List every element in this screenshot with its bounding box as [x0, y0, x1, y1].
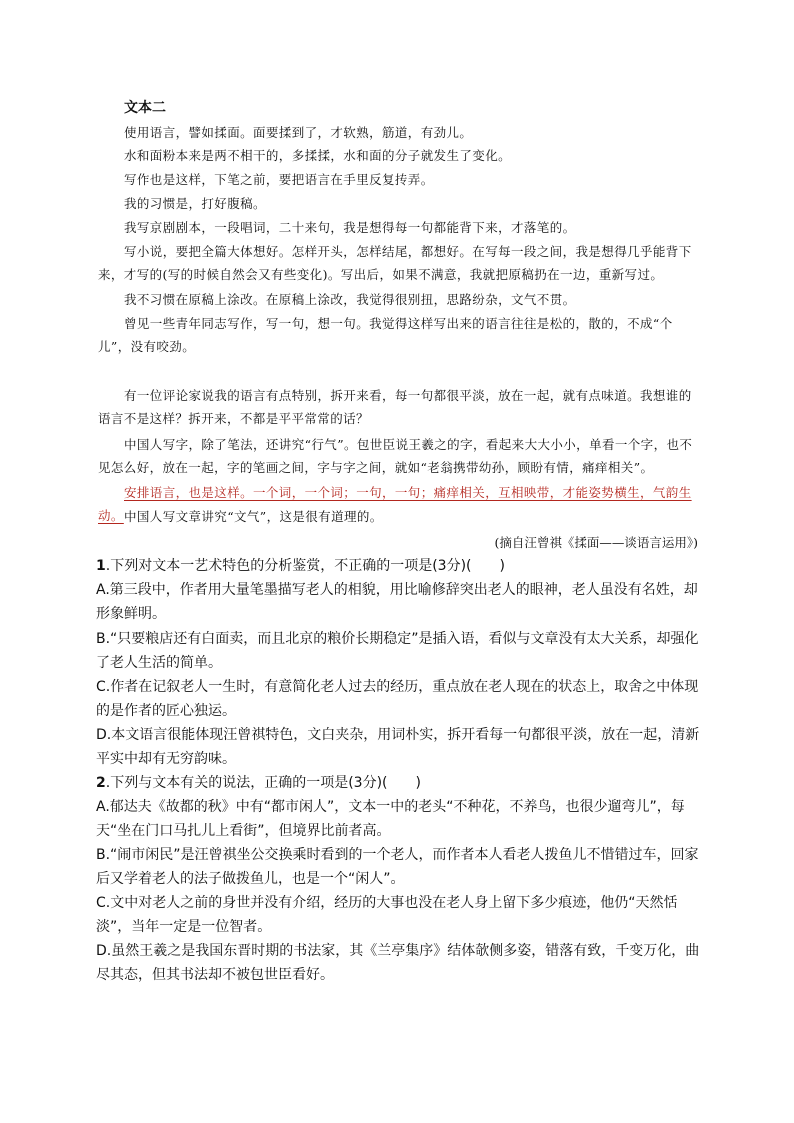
paragraph: 水和面粉本来是两不相干的，多揉揉，水和面的分子就发生了变化。 [124, 148, 512, 163]
paragraph: 我不习惯在原稿上涂改。在原稿上涂改，我觉得很别扭，思路纷杂，文气不贯。 [124, 292, 576, 307]
paragraph: 曾见一些青年同志写作，写一句，想一句。我觉得这样写出来的语言往往是松的，散的，不成“个儿”，没有咬劲。 [98, 316, 673, 354]
question-2-stem: 2.下列与文本有关的说法，正确的一项是(3分)( ) [96, 775, 421, 791]
question-2-option-b: B.“闹市闲民”是汪曾祺坐公交换乘时看到的一个老人，而作者本人看老人拨鱼儿不惜错过车，回家后又学着老人的法子做拨鱼儿，也是一个“闲人”。 [96, 847, 699, 887]
source-citation: (摘自汪曾祺《揉面——谈语言运用》) [494, 535, 698, 550]
question-1-stem: 1.下列对文本一艺术特色的分析鉴赏，不正确的一项是(3分)( ) [96, 558, 505, 574]
question-1-option-c: C.作者在记叙老人一生时，有意简化老人过去的经历，重点放在老人现在的状态上，取舍之中体现的是作者的匠心独运。 [96, 679, 699, 719]
paragraph: 中国人写字，除了笔法，还讲究“行气”。包世臣说王羲之的字，看起来大大小小，单看一个字，也不见怎么好，放在一起，字的笔画之间，字与字之间，就如“老翁携带幼孙，顾盼有情，痛痒相关”。 [98, 437, 693, 475]
question-2-option-c: C.文中对老人之前的身世并没有介绍，经历的大事也没在老人身上留下多少痕迹，他仍“天然恬淡”，当年一定是一位智者。 [96, 895, 678, 935]
paragraph: 我的习惯是，打好腹稿。 [124, 196, 266, 211]
highlighted-paragraph: 安排语言，也是这样。一个词，一个词；一句，一句；痛痒相关，互相映带，才能姿势横生，气韵生动。 [98, 485, 692, 523]
question-1-option-a: A.第三段中，作者用大量笔墨描写老人的相貌，用比喻修辞突出老人的眼神，老人虽没有名姓，却形象鲜明。 [96, 582, 698, 622]
question-2-option-a: A.郁达夫《故都的秋》中有“都市闲人”，文本一中的老头“不种花，不养鸟，也很少遛弯儿”，每天“坐在门口马扎儿上看街”，但境界比前者高。 [96, 799, 685, 839]
paragraph: 我写京剧剧本，一段唱词，二十来句，我是想得每一句都能背下来，才落笔的。 [124, 220, 576, 235]
section-title: 文本二 [124, 100, 166, 116]
paragraph: 写作也是这样，下笔之前，要把语言在手里反复抟弄。 [124, 172, 434, 187]
paragraph: 使用语言，譬如揉面。面要揉到了，才软熟，筋道，有劲儿。 [124, 125, 473, 140]
question-2-option-d: D.虽然王羲之是我国东晋时期的书法家，其《兰亭集序》结体欹侧多姿，错落有致，千变万化，曲尽其态，但其书法却不被包世臣看好。 [96, 943, 700, 983]
paragraph: 有一位评论家说我的语言有点特别，拆开来看，每一句都很平淡，放在一起，就有点味道。我想谁的语言不是这样？拆开来，不都是平平常常的话？ [98, 388, 692, 426]
paragraph: 中国人写文章讲究“文气”，这是很有道理的。 [124, 509, 383, 524]
question-1-option-b: B.“只要粮店还有白面卖，而且北京的粮价长期稳定”是插入语，看似与文章没有太大关系，却强化了老人生活的简单。 [96, 631, 699, 671]
paragraph: 写小说，要把全篇大体想好。怎样开头，怎样结尾，都想好。在写每一段之间，我是想得几乎能背下来，才写的(写的时候自然会又有些变化)。写出后，如果不满意，我就把原稿扔在一边，重新写过。 [98, 244, 692, 282]
question-1-option-d: D.本文语言很能体现汪曾祺特色，文白夹杂，用词朴实，拆开看每一句都很平淡，放在一起，清新平实中却有无穷韵味。 [96, 727, 700, 767]
